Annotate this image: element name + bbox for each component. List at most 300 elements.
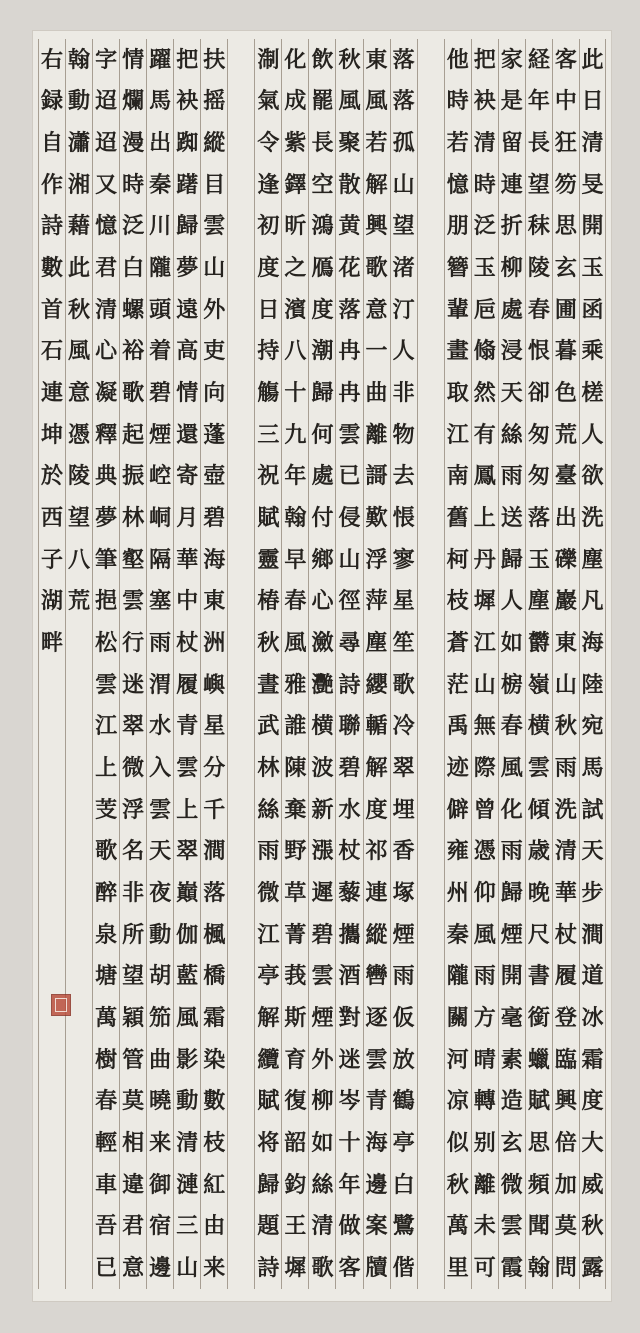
character-cell (39, 747, 65, 789)
character-cell: 雨 (500, 838, 523, 865)
character-cell (228, 456, 254, 498)
character-cell (228, 372, 254, 414)
character-cell: 數 (40, 255, 63, 282)
character-cell: 欝 (527, 630, 550, 657)
character-cell: 步 (581, 879, 604, 906)
character-cell: 碧 (149, 380, 172, 407)
character-cell: 荒 (554, 421, 577, 448)
character-cell: 客 (554, 46, 577, 73)
character-cell: 岑 (338, 1088, 361, 1115)
character-cell: 三 (176, 1213, 199, 1240)
character-cell: 南 (446, 463, 469, 490)
character-cell: 歌 (95, 838, 118, 865)
character-cell: 度 (311, 296, 334, 323)
seal-stamp (51, 994, 71, 1016)
character-cell (39, 830, 65, 872)
character-cell: 案 (365, 1213, 388, 1240)
character-cell: 荒 (68, 588, 91, 615)
character-cell: 心 (311, 588, 334, 615)
character-cell (418, 622, 444, 664)
character-cell: 人 (581, 421, 604, 448)
character-cell: 泉 (95, 921, 118, 948)
character-cell: 杖 (176, 630, 199, 657)
character-cell: 峒 (149, 505, 172, 532)
character-cell: 連 (500, 171, 523, 198)
character-cell: 里 (446, 1254, 469, 1281)
character-cell: 胡 (149, 963, 172, 990)
character-cell: 清 (95, 296, 118, 323)
character-cell: 君 (95, 255, 118, 282)
character-cell: 海 (203, 546, 226, 573)
character-cell: 経 (527, 46, 550, 73)
character-cell: 銜 (527, 1004, 550, 1031)
character-cell: 月 (176, 505, 199, 532)
character-cell: 蒼 (446, 630, 469, 657)
character-cell (228, 747, 254, 789)
character-cell: 莫 (122, 1088, 145, 1115)
character-cell: 春 (95, 1088, 118, 1115)
character-cell: 秦 (149, 171, 172, 198)
character-cell: 伽 (176, 921, 199, 948)
character-cell: 憶 (446, 171, 469, 198)
character-cell (228, 789, 254, 831)
character-cell: 雲 (338, 421, 361, 448)
character-cell: 石 (40, 338, 63, 365)
character-cell (66, 830, 92, 872)
character-cell (228, 664, 254, 706)
character-cell: 倍 (554, 1129, 577, 1156)
character-cell: 星 (203, 713, 226, 740)
character-cell: 復 (284, 1088, 307, 1115)
character-cell: 雅 (284, 671, 307, 698)
character-cell: 已 (95, 1254, 118, 1281)
character-cell: 凉 (446, 1088, 469, 1115)
character-cell: 秋 (554, 713, 577, 740)
character-cell: 巔 (176, 879, 199, 906)
character-cell (228, 955, 254, 997)
character-cell: 字 (95, 46, 118, 73)
character-cell (228, 414, 254, 456)
character-cell: 威 (581, 1171, 604, 1198)
character-cell: 風 (473, 921, 496, 948)
character-cell: 非 (392, 380, 415, 407)
character-cell: 登 (554, 1004, 577, 1031)
character-cell: 又 (95, 171, 118, 198)
character-cell (228, 247, 254, 289)
character-cell: 碧 (311, 921, 334, 948)
character-cell: 别 (473, 1129, 496, 1156)
character-cell: 管 (122, 1046, 145, 1073)
character-cell: 御 (149, 1171, 172, 1198)
character-cell: 右 (40, 46, 63, 73)
character-cell: 靈 (257, 546, 280, 573)
character-cell: 韶 (284, 1129, 307, 1156)
character-cell: 柳 (311, 1088, 334, 1115)
character-cell: 亭 (392, 1129, 415, 1156)
character-cell: 嶺 (527, 671, 550, 698)
text-column (335, 39, 362, 1289)
character-cell: 螺 (122, 296, 145, 323)
character-cell: 振 (122, 463, 145, 490)
character-cell: 留 (500, 130, 523, 157)
character-cell: 上 (95, 754, 118, 781)
character-cell: 情 (122, 46, 145, 73)
character-cell: 落 (392, 46, 415, 73)
character-cell: 林 (122, 505, 145, 532)
character-cell: 遠 (176, 296, 199, 323)
character-cell: 車 (95, 1171, 118, 1198)
character-cell: 連 (40, 380, 63, 407)
character-cell: 偕 (392, 1254, 415, 1281)
character-cell: 歸 (500, 879, 523, 906)
character-cell: 然 (473, 380, 496, 407)
character-cell: 鄉 (311, 546, 334, 573)
character-cell: 花 (338, 255, 361, 282)
character-cell: 落 (338, 296, 361, 323)
character-cell: 風 (500, 754, 523, 781)
character-cell: 做 (338, 1213, 361, 1240)
character-cell: 浸 (500, 338, 523, 365)
character-cell: 望 (392, 213, 415, 240)
character-cell: 秦 (446, 921, 469, 948)
character-cell: 欲 (581, 463, 604, 490)
character-cell: 望 (122, 963, 145, 990)
character-cell: 題 (257, 1213, 280, 1240)
character-cell: 江 (446, 421, 469, 448)
character-cell: 洗 (554, 796, 577, 823)
character-cell (66, 1122, 92, 1164)
character-cell: 飲 (311, 46, 334, 73)
character-cell: 卻 (527, 380, 550, 407)
character-cell (39, 1247, 65, 1289)
character-cell: 山 (338, 546, 361, 573)
character-cell: 鴻 (311, 213, 334, 240)
character-cell (66, 747, 92, 789)
character-cell: 孤 (392, 130, 415, 157)
character-cell (418, 39, 444, 81)
character-cell: 水 (338, 796, 361, 823)
text-column (390, 39, 417, 1289)
character-cell: 雲 (149, 796, 172, 823)
character-cell: 宿 (149, 1213, 172, 1240)
character-cell: 冷 (392, 713, 415, 740)
text-column (92, 39, 119, 1289)
character-cell: 絲 (500, 421, 523, 448)
character-cell (228, 872, 254, 914)
character-cell: 川 (149, 213, 172, 240)
character-cell: 灧 (311, 671, 334, 698)
character-cell: 臺 (554, 463, 577, 490)
character-cell: 塘 (95, 963, 118, 990)
character-cell: 大 (581, 1129, 604, 1156)
character-cell: 樹 (95, 1046, 118, 1073)
character-grid (38, 39, 606, 1289)
character-cell: 意 (122, 1254, 145, 1281)
character-cell: 山 (203, 255, 226, 282)
character-cell: 横 (527, 713, 550, 740)
character-cell: 分 (203, 754, 226, 781)
text-column (200, 39, 227, 1289)
character-cell: 新 (311, 796, 334, 823)
character-cell: 外 (311, 1046, 334, 1073)
character-cell: 迹 (446, 754, 469, 781)
character-cell: 春 (284, 588, 307, 615)
character-cell: 藉 (68, 213, 91, 240)
text-column (254, 39, 281, 1289)
character-cell: 成 (284, 88, 307, 115)
character-cell (418, 1205, 444, 1247)
character-cell (418, 81, 444, 123)
character-cell: 海 (365, 1129, 388, 1156)
character-cell: 江 (257, 921, 280, 948)
character-cell: 侵 (338, 505, 361, 532)
character-cell: 隴 (446, 963, 469, 990)
character-cell: 漣 (176, 1171, 199, 1198)
character-cell: 年 (284, 463, 307, 490)
character-cell (418, 456, 444, 498)
character-cell: 着 (149, 338, 172, 365)
character-cell: 僻 (446, 796, 469, 823)
character-cell (418, 1122, 444, 1164)
character-cell: 長 (311, 130, 334, 157)
character-cell: 風 (338, 88, 361, 115)
character-cell: 連 (365, 879, 388, 906)
character-cell: 輩 (446, 296, 469, 323)
character-cell: 把 (473, 46, 496, 73)
character-cell: 素 (500, 1046, 523, 1073)
character-cell: 煙 (500, 921, 523, 948)
character-cell: 濱 (284, 296, 307, 323)
character-cell: 漲 (311, 838, 334, 865)
character-cell: 野 (284, 838, 307, 865)
character-cell: 傾 (527, 796, 550, 823)
character-cell: 海 (581, 630, 604, 657)
character-cell: 笏 (554, 171, 577, 198)
character-cell (418, 997, 444, 1039)
character-cell: 度 (257, 255, 280, 282)
character-cell: 違 (122, 1171, 145, 1198)
character-cell: 雨 (392, 963, 415, 990)
character-cell: 對 (338, 1004, 361, 1031)
character-cell: 柳 (500, 255, 523, 282)
character-cell: 把 (176, 46, 199, 73)
character-cell: 問 (554, 1254, 577, 1281)
character-cell: 非 (122, 879, 145, 906)
character-cell: 歸 (311, 380, 334, 407)
character-cell: 壺 (203, 463, 226, 490)
character-cell: 爛 (122, 88, 145, 115)
character-cell: 送 (500, 505, 523, 532)
calligraphy-sheet (33, 31, 611, 1301)
character-cell (66, 955, 92, 997)
character-cell: 未 (473, 1213, 496, 1240)
character-cell: 陸 (581, 671, 604, 698)
character-cell: 纜 (257, 1046, 280, 1073)
character-cell: 色 (554, 380, 577, 407)
character-cell: 賦 (527, 1088, 550, 1115)
character-cell (39, 1080, 65, 1122)
character-cell: 秋 (338, 46, 361, 73)
character-cell (228, 1205, 254, 1247)
character-cell (66, 1164, 92, 1206)
character-cell: 泛 (122, 213, 145, 240)
character-cell: 育 (284, 1046, 307, 1073)
character-cell: 履 (176, 671, 199, 698)
character-cell: 中 (176, 588, 199, 615)
character-cell: 年 (527, 88, 550, 115)
character-cell: 處 (311, 463, 334, 490)
text-column (308, 39, 335, 1289)
character-cell: 凝 (95, 380, 118, 407)
character-cell: 袂 (176, 88, 199, 115)
character-cell: 微 (500, 1171, 523, 1198)
character-cell: 雲 (527, 754, 550, 781)
character-cell (66, 1039, 92, 1081)
character-cell: 椿 (257, 588, 280, 615)
text-column (498, 39, 525, 1289)
character-cell (418, 164, 444, 206)
character-cell: 寄 (176, 463, 199, 490)
character-cell: 雨 (257, 838, 280, 865)
character-cell: 林 (257, 754, 280, 781)
character-cell: 九 (284, 421, 307, 448)
character-cell: 雨 (500, 463, 523, 490)
character-cell: 遲 (311, 879, 334, 906)
character-cell: 作 (40, 171, 63, 198)
character-cell: 還 (176, 421, 199, 448)
text-column (38, 39, 65, 1289)
character-cell: 興 (554, 1088, 577, 1115)
character-cell: 化 (284, 46, 307, 73)
character-cell: 散 (338, 171, 361, 198)
character-cell: 来 (203, 1254, 226, 1281)
character-cell: 露 (581, 1254, 604, 1281)
character-cell: 棄 (284, 796, 307, 823)
character-cell (418, 1039, 444, 1081)
character-cell: 翠 (176, 838, 199, 865)
character-cell: 星 (392, 588, 415, 615)
character-cell: 子 (40, 546, 63, 573)
character-cell: 相 (122, 1129, 145, 1156)
character-cell: 澗 (203, 838, 226, 865)
character-cell: 心 (95, 338, 118, 365)
character-cell: 藜 (338, 879, 361, 906)
character-cell: 匆 (527, 463, 550, 490)
character-cell: 秋 (257, 630, 280, 657)
character-cell: 人 (500, 588, 523, 615)
character-cell: 河 (446, 1046, 469, 1073)
character-cell: 松 (95, 630, 118, 657)
character-cell: 玄 (554, 255, 577, 282)
character-cell: 玉 (473, 255, 496, 282)
character-cell (228, 1164, 254, 1206)
character-cell: 賦 (257, 1088, 280, 1115)
character-cell: 詩 (338, 671, 361, 698)
character-cell: 興 (365, 213, 388, 240)
text-column (119, 39, 146, 1289)
character-cell (39, 955, 65, 997)
character-cell: 初 (257, 213, 280, 240)
character-cell: 禹 (446, 713, 469, 740)
character-cell: 意 (365, 296, 388, 323)
character-cell: 白 (392, 1171, 415, 1198)
character-cell: 青 (176, 713, 199, 740)
character-cell: 風 (365, 88, 388, 115)
character-cell (228, 39, 254, 81)
character-cell: 秋 (68, 296, 91, 323)
character-cell (66, 789, 92, 831)
character-cell: 出 (554, 505, 577, 532)
character-cell: 數 (203, 1088, 226, 1115)
character-cell: 高 (176, 338, 199, 365)
character-cell: 清 (473, 130, 496, 157)
character-cell: 去 (392, 463, 415, 490)
character-cell: 似 (446, 1129, 469, 1156)
character-cell: 典 (95, 463, 118, 490)
character-cell (66, 914, 92, 956)
character-cell: 陵 (68, 463, 91, 490)
character-cell: 潮 (311, 338, 334, 365)
character-cell: 壑 (122, 546, 145, 573)
character-cell: 輴 (365, 713, 388, 740)
character-cell: 轡 (365, 963, 388, 990)
character-cell: 若 (365, 130, 388, 157)
character-cell: 是 (500, 88, 523, 115)
character-cell: 槎 (581, 380, 604, 407)
character-cell: 此 (581, 46, 604, 73)
character-cell: 江 (473, 630, 496, 657)
character-cell: 歸 (176, 213, 199, 240)
character-cell: 思 (527, 1129, 550, 1156)
character-cell: 憑 (473, 838, 496, 865)
character-cell (228, 289, 254, 331)
character-cell: 歳 (527, 838, 550, 865)
character-cell: 牘 (365, 1254, 388, 1281)
character-cell: 由 (203, 1213, 226, 1240)
character-cell: 秋 (581, 1213, 604, 1240)
character-cell: 歌 (311, 1254, 334, 1281)
text-column (579, 39, 606, 1289)
character-cell (39, 872, 65, 914)
character-cell: 躍 (149, 46, 172, 73)
character-cell: 名 (122, 838, 145, 865)
character-cell (39, 1122, 65, 1164)
character-cell: 夢 (176, 255, 199, 282)
character-cell: 煙 (311, 1004, 334, 1031)
character-cell: 釋 (95, 421, 118, 448)
character-cell: 萬 (446, 1213, 469, 1240)
character-cell: 曾 (473, 796, 496, 823)
character-cell: 雲 (95, 671, 118, 698)
character-cell: 汀 (392, 296, 415, 323)
character-cell: 裕 (122, 338, 145, 365)
character-cell: 淛 (257, 46, 280, 73)
character-cell (418, 789, 444, 831)
character-cell: 付 (311, 505, 334, 532)
character-cell: 礫 (554, 546, 577, 573)
character-cell (418, 497, 444, 539)
character-cell: 詩 (40, 213, 63, 240)
character-cell: 仮 (392, 1004, 415, 1031)
character-cell: 晴 (473, 1046, 496, 1073)
character-cell: 邊 (365, 1171, 388, 1198)
character-cell (228, 331, 254, 373)
character-cell: 漫 (122, 130, 145, 157)
character-cell: 吏 (203, 338, 226, 365)
character-cell: 時 (122, 171, 145, 198)
character-cell: 吾 (95, 1213, 118, 1240)
character-cell: 年 (338, 1171, 361, 1198)
